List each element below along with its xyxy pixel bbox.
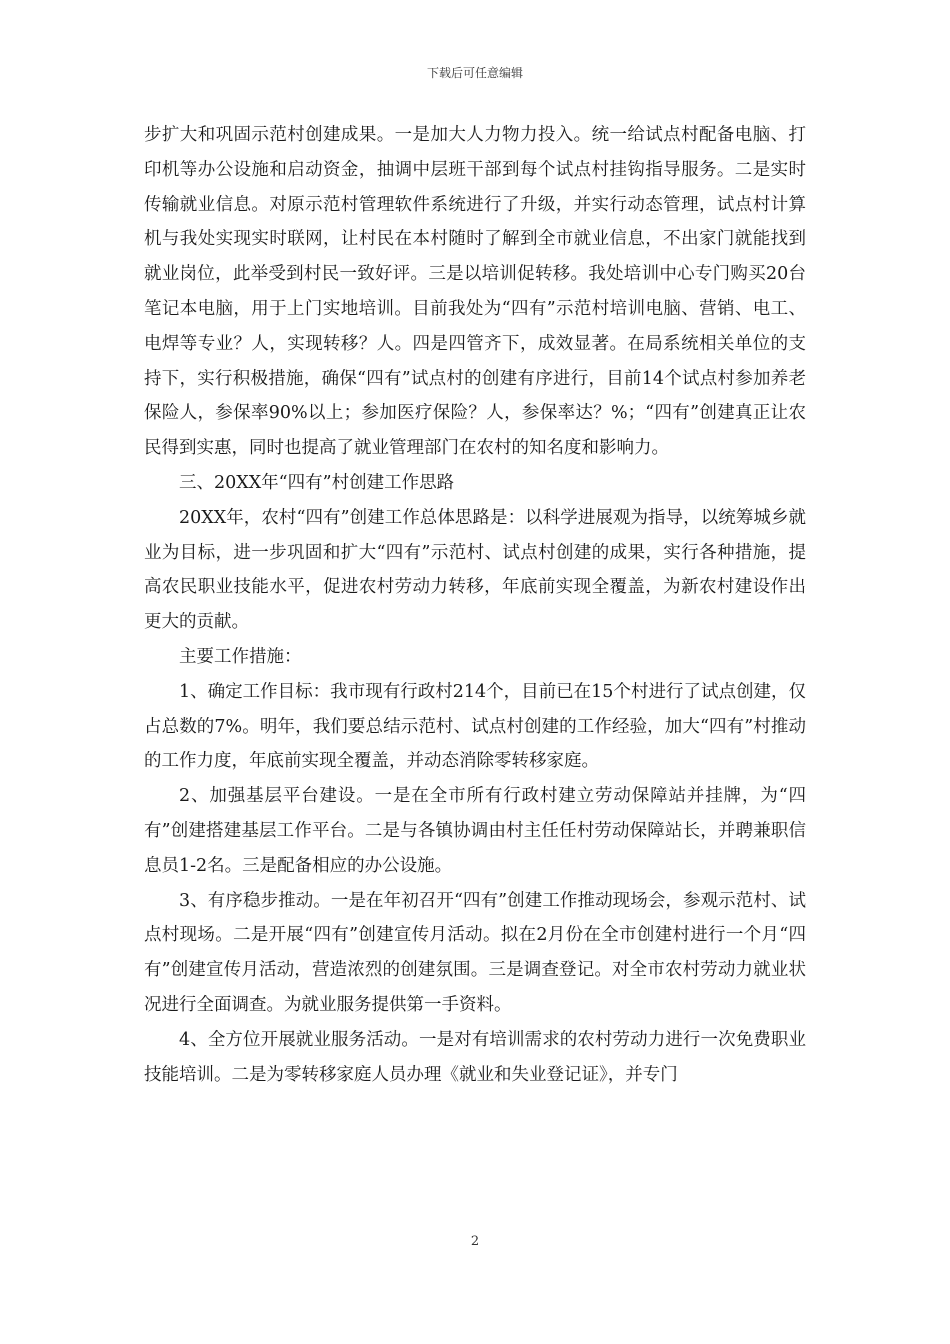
measure-3: 3、有序稳步推动。一是在年初召开“四有”创建工作推动现场会，参观示范村、试点村现场。二是开展“四有”创建宣传月活动。拟在2月份在全市创建村进行一个月“四有”创建宣传月活动，营造浓烈的创建氛围。三是调查登记。对全市农村劳动力就业状况进行全面调查。为就业服务提供第一手资料。 (144, 890, 806, 1015)
document-body (144, 118, 806, 1092)
section-heading: 三、20XX年“四有”村创建工作思路 (179, 472, 455, 493)
measures-heading: 主要工作措施： (179, 646, 302, 667)
page-header: 下载后可任意编辑 (426, 66, 523, 80)
measure-2: 2、加强基层平台建设。一是在全市所有行政村建立劳动保障站并挂牌，为“四有”创建搭建基层工作平台。二是与各镇协调由村主任任村劳动保障站长，并聘兼职信息员1-2名。三是配备相应的办公设施。 (144, 786, 806, 876)
measure-4: 4、全方位开展就业服务活动。一是对有培训需求的农村劳动力进行一次免费职业技能培训。二是为零转移家庭人员办理《就业和失业登记证》，并专门 (144, 1029, 806, 1085)
paragraph-2: 20XX年，农村“四有”创建工作总体思路是：以科学进展观为指导，以统筹城乡就业为目标，进一步巩固和扩大“四有”示范村、试点村创建的成果，实行各种措施，提高农民职业技能水平，促进农村劳动力转移，年底前实现全覆盖，为新农村建设作出更大的贡献。 (144, 507, 806, 633)
measure-1: 1、确定工作目标：我市现有行政村214个，目前已在15个村进行了试点创建，仅占总数的7%。明年，我们要总结示范村、试点村创建的工作经验，加大“四有”村推动的工作力度，年底前实现全覆盖，并动态消除零转移家庭。 (144, 681, 806, 772)
page-number: 2 (470, 1234, 480, 1249)
paragraph-1: 步扩大和巩固示范村创建成果。一是加大人力物力投入。统一给试点村配备电脑、打印机等办公设施和启动资金，抽调中层班干部到每个试点村挂钩指导服务。二是实时传输就业信息。对原示范村管理软件系统进行了升级，并实行动态管理，试点村计算机与我处实现实时联网，让村民在本村随时了解到全市就业信息，不出家门就能找到就业岗位，此举受到村民一致好评。三是以培训促转移。我处培训中心专门购买20台笔记本电脑，用于上门实地培训。目前我处为“四有”示范村培训电脑、营销、电工、电焊等专业？人，实现转移？人。四是四管齐下，成效显著。在局系统相关单位的支持下，实行积极措施，确保“四有”试点村的创建有序进行，目前14个试点村参加养老保险人，参保率90%以上；参加医疗保险？人，参保率达？%；“四有”创建真正让农民得到实惠，同时也提高了就业管理部门在农村的知名度和影响力。 (144, 125, 806, 459)
